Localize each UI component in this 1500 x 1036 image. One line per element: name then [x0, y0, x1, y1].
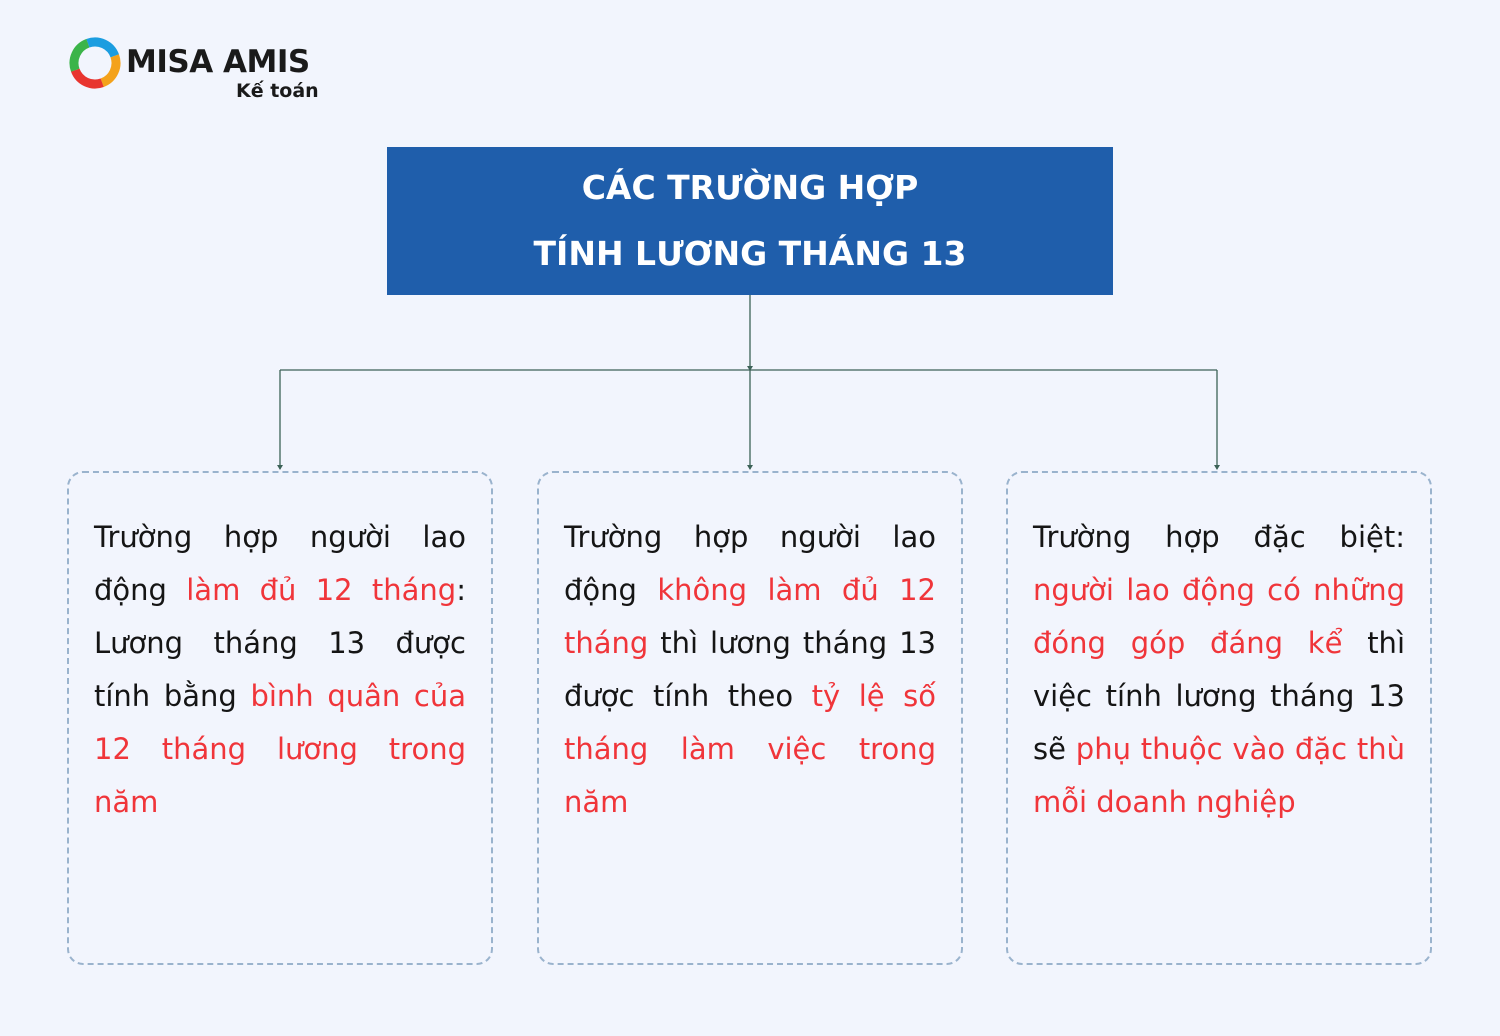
case-highlight: làm đủ 12 tháng [186, 573, 457, 607]
case-highlight: phụ thuộc vào đặc thù mỗi doanh nghiệp [1033, 732, 1405, 819]
case-highlight: người lao động có những đóng góp đáng kể [1033, 573, 1405, 660]
case-text-segment: thì việc tính lương tháng 13 sẽ [1033, 626, 1405, 766]
case-highlight: không làm đủ 12 tháng [564, 573, 936, 660]
arrowhead-icon [1214, 465, 1220, 470]
case-highlight: tỷ lệ số tháng làm việc trong năm [564, 679, 936, 819]
case-text-segment: Trường hợp người lao động [564, 520, 936, 607]
case-text [94, 511, 466, 829]
arrowhead-icon [747, 465, 753, 470]
case-text-segment: Trường hợp người lao động [94, 520, 466, 607]
case-text-segment: : Lương tháng 13 được tính bằng [94, 573, 466, 713]
case-card-special [1006, 471, 1432, 965]
case-card-partial-year [537, 471, 963, 965]
case-text [564, 511, 936, 829]
case-text-segment: thì lương tháng 13 được tính theo [564, 626, 936, 713]
logo-subtitle: Kế toán [236, 80, 319, 102]
case-card-full-year [67, 471, 493, 965]
case-highlight: bình quân của 12 tháng lương trong năm [94, 679, 467, 819]
title-line-2: TÍNH LƯƠNG THÁNG 13 [533, 234, 967, 273]
logo-name: MISA AMIS [126, 44, 310, 80]
arrowhead-icon [277, 465, 283, 470]
case-text [1033, 511, 1405, 829]
title-line-1: CÁC TRƯỜNG HỢP [581, 168, 919, 207]
case-text-segment: Trường hợp đặc biệt: [1033, 520, 1405, 554]
